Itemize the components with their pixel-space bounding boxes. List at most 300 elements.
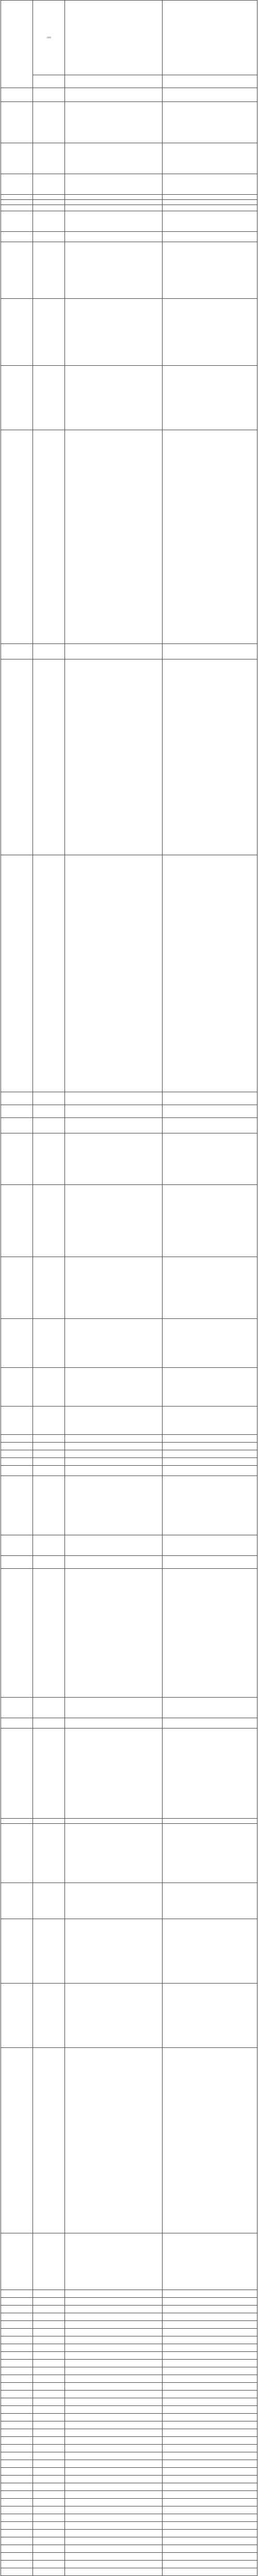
table-cell-c4 (163, 2522, 257, 2530)
table-row (1, 232, 257, 242)
table-cell-c1 (1, 2290, 33, 2298)
table-row (1, 659, 257, 855)
table-cell-c1 (1, 1443, 33, 1450)
table-cell-c4 (163, 2336, 257, 2344)
table-cell-c4 (163, 2298, 257, 2306)
table-row (1, 366, 257, 430)
table-cell-c4 (163, 1443, 257, 1450)
table-cell-c3 (65, 1, 163, 75)
table-cell-c2 (33, 2344, 65, 2352)
table-cell-c3 (65, 2460, 163, 2468)
table-cell-c4 (163, 1092, 257, 1105)
table-cell-c2 (33, 1466, 65, 1476)
table-cell-c2 (33, 1819, 65, 1824)
table-cell-c4 (163, 366, 257, 430)
table-row (1, 2522, 257, 2530)
table-cell-c3 (65, 1984, 163, 2048)
table-row (1, 644, 257, 659)
table-row (1, 2460, 257, 2468)
table-cell-c4 (163, 1368, 257, 1406)
table-row (1, 1718, 257, 1728)
table-cell-c2 (33, 1984, 65, 2048)
table-cell-c4 (163, 2321, 257, 2329)
table-row (1, 2406, 257, 2414)
table-cell-c4 (163, 2414, 257, 2421)
table-cell-c3 (65, 2468, 163, 2476)
table-cell-c3 (65, 1476, 163, 1535)
table-row (1, 2537, 257, 2545)
table-cell-c2 (33, 2383, 65, 2391)
table-cell-c1 (1, 1092, 33, 1105)
table-cell-c1 (1, 2360, 33, 2367)
table-cell-c3 (65, 1728, 163, 1819)
table-cell-c3 (65, 2445, 163, 2452)
table-cell-c2 (33, 299, 65, 366)
table-cell-c2 (33, 2321, 65, 2329)
table-cell-c1 (1, 200, 33, 205)
table-row (1, 1185, 257, 1257)
table-cell-c3 (65, 1458, 163, 1466)
table-cell-c1 (1, 1406, 33, 1435)
table-cell-c1 (1, 1698, 33, 1718)
table-row (1, 1435, 257, 1443)
table-cell-c3 (65, 2290, 163, 2298)
table-cell-c2 (33, 2483, 65, 2491)
table-row (1, 1476, 257, 1535)
table-cell-c3 (65, 2561, 163, 2568)
table-cell-c2 (33, 366, 65, 430)
table-cell-c2 (33, 1406, 65, 1435)
table-cell-c2 (33, 2506, 65, 2514)
table-row (1, 1466, 257, 1476)
table-cell-c3 (65, 644, 163, 659)
table-cell-c1 (1, 242, 33, 299)
table-cell-c4 (163, 2545, 257, 2553)
table-cell-c3 (65, 1919, 163, 1984)
table-cell-c2 (33, 2568, 65, 2576)
table-cell-c4 (163, 1257, 257, 1319)
table-cell-c3 (65, 2048, 163, 2233)
table-cell-c3 (65, 2414, 163, 2421)
table-row (1, 2321, 257, 2329)
table-row (1, 1105, 257, 1118)
table-cell-c2 (33, 232, 65, 242)
table-row (1, 2360, 257, 2367)
table-cell-c1 (1, 1824, 33, 1883)
table-row (1, 211, 257, 232)
table-cell-c2 (33, 2313, 65, 2321)
table-cell-c4 (163, 2233, 257, 2290)
table-cell-c2 (33, 2545, 65, 2553)
table-cell-c4 (163, 2483, 257, 2491)
table-row (1, 1919, 257, 1984)
table-cell-c4 (163, 242, 257, 299)
table-cell-c3 (65, 2483, 163, 2491)
table-cell-c2 (33, 2491, 65, 2499)
table-cell-c1 (1, 2545, 33, 2553)
table-cell-c1 (1, 644, 33, 659)
table-cell-c3 (65, 1435, 163, 1443)
table-cell-c1 (1, 855, 33, 1092)
table-cell-c4 (163, 1569, 257, 1698)
table-row (1, 2568, 257, 2576)
table-row (1, 2476, 257, 2483)
table-row (1, 195, 257, 200)
table-cell-c4 (163, 2468, 257, 2476)
table-cell-c2 (33, 2306, 65, 2313)
table-cell-c4 (163, 205, 257, 211)
table-cell-c4 (163, 2561, 257, 2568)
table-cell-c4 (163, 1133, 257, 1185)
table-cell-c1 (1, 2321, 33, 2329)
table-cell-c4 (163, 1319, 257, 1368)
table-cell-c4 (163, 1535, 257, 1556)
table-cell-c1 (1, 2398, 33, 2406)
table-cell-c2 (33, 1824, 65, 1883)
table-cell-c2 (33, 143, 65, 174)
table-cell-c2 (33, 1118, 65, 1133)
table-cell-c1 (1, 2406, 33, 2414)
table-cell-c1 (1, 174, 33, 195)
table-cell-c3 (65, 200, 163, 205)
table-row (1, 242, 257, 299)
table-cell-c4 (163, 2290, 257, 2298)
table-cell-c1 (1, 1133, 33, 1185)
table-row (1, 2367, 257, 2375)
table-cell-c2: 大肠肝 (33, 1, 65, 75)
table-cell-c4 (163, 1718, 257, 1728)
table-cell-c3 (65, 2233, 163, 2290)
table-cell-c3 (65, 1824, 163, 1883)
table-cell-c1 (1, 1118, 33, 1133)
table-cell-c1 (1, 2233, 33, 2290)
table-cell-c2 (33, 1476, 65, 1535)
table-cell-c2 (33, 2048, 65, 2233)
table-cell-c3 (65, 1535, 163, 1556)
table-cell-c4 (163, 1406, 257, 1435)
table-cell-c2 (33, 102, 65, 143)
table-cell-c3 (65, 1257, 163, 1319)
table-cell-c3 (65, 2545, 163, 2553)
table-cell-c3 (65, 855, 163, 1092)
table-cell-c4 (163, 2514, 257, 2522)
table-cell-c2 (33, 211, 65, 232)
table-row (1, 88, 257, 102)
table-row (1, 2290, 257, 2298)
table-cell-c3 (65, 2553, 163, 2561)
table-row (1, 1569, 257, 1698)
table-cell-c1 (1, 2561, 33, 2568)
table-row (1, 1883, 257, 1919)
table-cell-c2 (33, 1556, 65, 1569)
table-cell-c2 (33, 1443, 65, 1450)
table-cell-c3 (65, 2421, 163, 2429)
table-cell-c1 (1, 2499, 33, 2506)
table-cell-c4 (163, 143, 257, 174)
table-cell-c1 (1, 2306, 33, 2313)
table-cell-c3 (65, 2398, 163, 2406)
table-cell-c2 (33, 2367, 65, 2375)
table-row (1, 2352, 257, 2360)
table-cell-c4 (163, 2530, 257, 2537)
table-cell-c4 (163, 2375, 257, 2383)
table-cell-c1 (1, 2491, 33, 2499)
table-cell-c3 (65, 2406, 163, 2414)
table-cell-c3 (65, 75, 163, 88)
table-cell-c3 (65, 242, 163, 299)
table-cell-c1 (1, 2468, 33, 2476)
table-cell-c3 (65, 1883, 163, 1919)
table-cell-c3 (65, 2298, 163, 2306)
table-row (1, 2514, 257, 2522)
table-cell-c2 (33, 1698, 65, 1718)
table-cell-c2 (33, 2336, 65, 2344)
table-cell-c4 (163, 855, 257, 1092)
table-cell-c2 (33, 1092, 65, 1105)
table-row (1, 1133, 257, 1185)
table-cell-c3 (65, 1118, 163, 1133)
table-cell-c1 (1, 1458, 33, 1466)
table-cell-c4 (163, 1435, 257, 1443)
table-cell-c2 (33, 1569, 65, 1698)
table-cell-c3 (65, 430, 163, 644)
table-cell-c1 (1, 2313, 33, 2321)
table-cell-c3 (65, 2375, 163, 2383)
table-cell-c3 (65, 1466, 163, 1476)
table-cell-c4 (163, 2313, 257, 2321)
table-cell-c1 (1, 2367, 33, 2375)
table-row (1, 1368, 257, 1406)
table-cell-c1 (1, 88, 33, 102)
table-row (1, 2313, 257, 2321)
table-row (1, 2048, 257, 2233)
table-cell-c2 (33, 2522, 65, 2530)
table-cell-c1 (1, 366, 33, 430)
table-cell-c1 (1, 659, 33, 855)
table-cell-c3 (65, 1450, 163, 1458)
table-cell-c1 (1, 1319, 33, 1368)
table-row (1, 2468, 257, 2476)
table-cell-c1 (1, 2383, 33, 2391)
table-row (1, 1450, 257, 1458)
table-cell-c4 (163, 2360, 257, 2367)
table-cell-c1 (1, 299, 33, 366)
table-cell-c1 (1, 2344, 33, 2352)
table-cell-c4 (163, 1105, 257, 1118)
table-cell-c2 (33, 2514, 65, 2522)
table-cell-c2 (33, 2391, 65, 2398)
table-cell-c2 (33, 1728, 65, 1819)
table-cell-c2 (33, 1883, 65, 1919)
table-row (1, 174, 257, 195)
table-cell-c3 (65, 659, 163, 855)
table-cell-c4 (163, 2048, 257, 2233)
table-cell-c4 (163, 102, 257, 143)
table-cell-c4 (163, 2329, 257, 2336)
table-row (1, 1092, 257, 1105)
table-row (1, 1984, 257, 2048)
table-cell-c3 (65, 1092, 163, 1105)
table-cell-c2 (33, 1105, 65, 1118)
table-cell-c2 (33, 2437, 65, 2445)
table-cell-c1 (1, 2375, 33, 2383)
table-cell-c4 (163, 1883, 257, 1919)
table-row (1, 2233, 257, 2290)
table-cell-c3 (65, 205, 163, 211)
table-cell-c2 (33, 75, 65, 88)
table-cell-c3 (65, 2499, 163, 2506)
table-cell-c1 (1, 2437, 33, 2445)
table-cell-c1 (1, 2421, 33, 2429)
table-cell-c2 (33, 2537, 65, 2545)
table-cell-c4 (163, 1476, 257, 1535)
table-cell-c1 (1, 232, 33, 242)
table-cell-c2 (33, 1535, 65, 1556)
table-cell-c3 (65, 1819, 163, 1824)
table-cell-c1 (1, 1535, 33, 1556)
table-cell-c2 (33, 2352, 65, 2360)
table-cell-c3 (65, 2506, 163, 2514)
table-cell-c1 (1, 1450, 33, 1458)
table-cell-c1 (1, 2476, 33, 2483)
table-cell-c2 (33, 2561, 65, 2568)
table-cell-c3 (65, 2367, 163, 2375)
table-cell-c1 (1, 2530, 33, 2537)
table-row (1, 75, 257, 88)
table-cell-c1 (1, 2506, 33, 2514)
table-cell-c1 (1, 2329, 33, 2336)
table-cell-c2 (33, 2452, 65, 2460)
table-cell-c1 (1, 2452, 33, 2460)
table-cell-c3 (65, 232, 163, 242)
table-cell-c2 (33, 174, 65, 195)
table-row (1, 1824, 257, 1883)
table-cell-c4 (163, 2460, 257, 2468)
table-row (1, 1443, 257, 1450)
table-cell-c4 (163, 1118, 257, 1133)
table-row (1, 1728, 257, 1819)
table-cell-c1 (1, 2514, 33, 2522)
table-cell-c4 (163, 2429, 257, 2437)
table-cell-c1 (1, 1883, 33, 1919)
table-cell-c2 (33, 2360, 65, 2367)
table-cell-c2 (33, 2375, 65, 2383)
table-cell-c4 (163, 644, 257, 659)
table-body (1, 1, 257, 2576)
table-cell-c4 (163, 1, 257, 75)
table-cell-c3 (65, 143, 163, 174)
table-cell-c2 (33, 1450, 65, 1458)
table-cell-c1 (1, 195, 33, 200)
table-cell-c2 (33, 2329, 65, 2336)
table-cell-c3 (65, 2336, 163, 2344)
table-row (1, 2545, 257, 2553)
table-cell-c1 (1, 1984, 33, 2048)
table-cell-c3 (65, 1319, 163, 1368)
document-page (1, 0, 257, 2576)
table-row (1, 2344, 257, 2352)
table-cell-c3 (65, 2429, 163, 2437)
table-cell-c2 (33, 1319, 65, 1368)
table-row (1, 2483, 257, 2491)
table-cell-c2 (33, 1919, 65, 1984)
table-cell-c2 (33, 242, 65, 299)
table-cell-c2 (33, 644, 65, 659)
table-cell-c3 (65, 174, 163, 195)
table-cell-c4 (163, 174, 257, 195)
table-cell-c3 (65, 299, 163, 366)
table-cell-c1 (1, 2352, 33, 2360)
table-row (1, 2298, 257, 2306)
table-cell-c4 (163, 299, 257, 366)
table-row (1, 2391, 257, 2398)
table-row (1, 2398, 257, 2406)
table-row (1, 2530, 257, 2537)
table-cell-c1 (1, 1569, 33, 1698)
table-cell-c4 (163, 1458, 257, 1466)
table-row (1, 855, 257, 1092)
table-cell-c1 (1, 2336, 33, 2344)
table-cell-c1 (1, 430, 33, 644)
table-cell-c1 (1, 1476, 33, 1535)
table-cell-c3 (65, 1698, 163, 1718)
table-cell-c1 (1, 2483, 33, 2491)
table-cell-c3 (65, 2360, 163, 2367)
table-cell-c2 (33, 1185, 65, 1257)
table-row (1, 205, 257, 211)
content-table (1, 0, 257, 2576)
table-cell-c4 (163, 2568, 257, 2576)
table-cell-c4 (163, 430, 257, 644)
table-cell-c2 (33, 88, 65, 102)
table-cell-c2 (33, 205, 65, 211)
table-cell-c1 (1, 143, 33, 174)
table-cell-c1 (1, 1105, 33, 1118)
table-cell-c2 (33, 2298, 65, 2306)
table-cell-c4 (163, 1698, 257, 1718)
table-row (1, 2329, 257, 2336)
table-row (1, 1556, 257, 1569)
table-cell-c2 (33, 855, 65, 1092)
table-cell-c3 (65, 2514, 163, 2522)
table-cell-c1 (1, 1435, 33, 1443)
table-row (1, 2445, 257, 2452)
table-cell-c3 (65, 2437, 163, 2445)
table-row (1, 1257, 257, 1319)
table-cell-c4 (163, 2445, 257, 2452)
table-row (1, 1535, 257, 1556)
table-cell-c3 (65, 1406, 163, 1435)
table-row (1, 2499, 257, 2506)
table-cell-c3 (65, 2313, 163, 2321)
table-cell-c4 (163, 1556, 257, 1569)
table-cell-c3 (65, 2352, 163, 2360)
table-row (1, 2383, 257, 2391)
table-cell-c3 (65, 102, 163, 143)
table-cell-c2 (33, 2468, 65, 2476)
table-cell-c4 (163, 211, 257, 232)
table-row (1, 2375, 257, 2383)
table-cell-c2 (33, 2421, 65, 2429)
table-row (1, 2452, 257, 2460)
table-row (1, 430, 257, 644)
table-cell-c2 (33, 1133, 65, 1185)
table-row (1, 1, 257, 75)
table-cell-c1 (1, 1257, 33, 1319)
table-cell-c3 (65, 2329, 163, 2336)
table-cell-c3 (65, 2306, 163, 2313)
table-cell-c1 (1, 2568, 33, 2576)
